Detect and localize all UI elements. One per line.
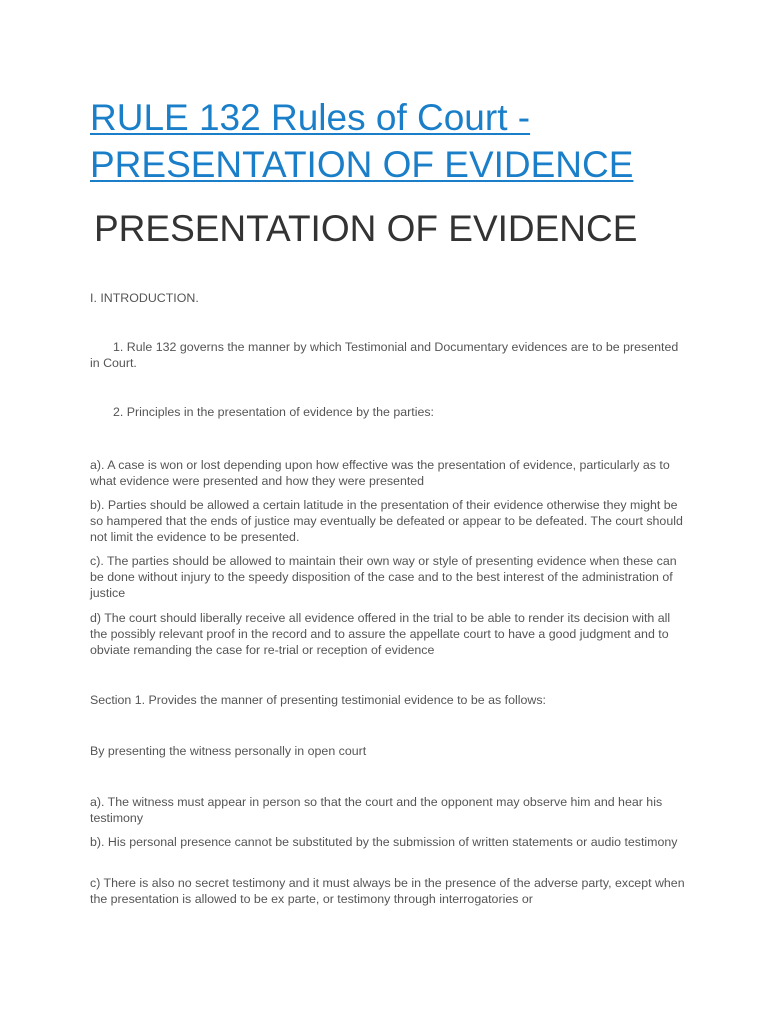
paragraph-1: 1. Rule 132 governs the manner by which Testimonial and Documentary evidences are to be presented in Court. bbox=[90, 340, 679, 370]
principle-a: a). A case is won or lost depending upon how effective was the presentation of evidence, particularly as to what evidence were presented and how they were presented bbox=[90, 458, 670, 488]
title-line-1: RULE 132 Rules of Court - bbox=[90, 97, 531, 138]
principle-d: d) The court should liberally receive all evidence offered in the trial to be able to render its decision with all the possibly relevant proof in the record and to assure the appellate court to have a good judgment and to obviate remanding the case for re-trial or reception of evidence bbox=[90, 611, 671, 657]
principle-b: b). Parties should be allowed a certain latitude in the presentation of their evidence otherwise they might be so hampered that the ends of justice may eventually be defeated or appear to be defeated. The court should not limit the evidence to be presented. bbox=[90, 498, 683, 544]
principle-c: c). The parties should be allowed to maintain their own way or style of presenting evidence when these can be done without injury to the speedy disposition of the case and to the best interest of the administration of justice bbox=[90, 554, 677, 600]
witness-point-a: a). The witness must appear in person so that the court and the opponent may observe him and hear his testimony bbox=[90, 795, 663, 825]
witness-paragraph: By presenting the witness personally in open court bbox=[90, 744, 367, 758]
intro-paragraph: I. INTRODUCTION. bbox=[90, 291, 199, 305]
witness-point-b: b). His personal presence cannot be substituted by the submission of written statements or audio testimony bbox=[90, 835, 678, 849]
section-1-paragraph: Section 1. Provides the manner of presenting testimonial evidence to be as follows: bbox=[90, 693, 546, 707]
document-title-link[interactable] bbox=[90, 94, 710, 188]
section-heading: PRESENTATION OF EVIDENCE bbox=[94, 208, 638, 249]
paragraph-2: 2. Principles in the presentation of evidence by the parties: bbox=[113, 405, 434, 419]
witness-point-c: c) There is also no secret testimony and it must always be in the presence of the adverse party, except when the presentation is allowed to be ex parte, or testimony through interrogatories or bbox=[90, 876, 685, 906]
title-line-2: PRESENTATION OF EVIDENCE bbox=[90, 144, 634, 185]
